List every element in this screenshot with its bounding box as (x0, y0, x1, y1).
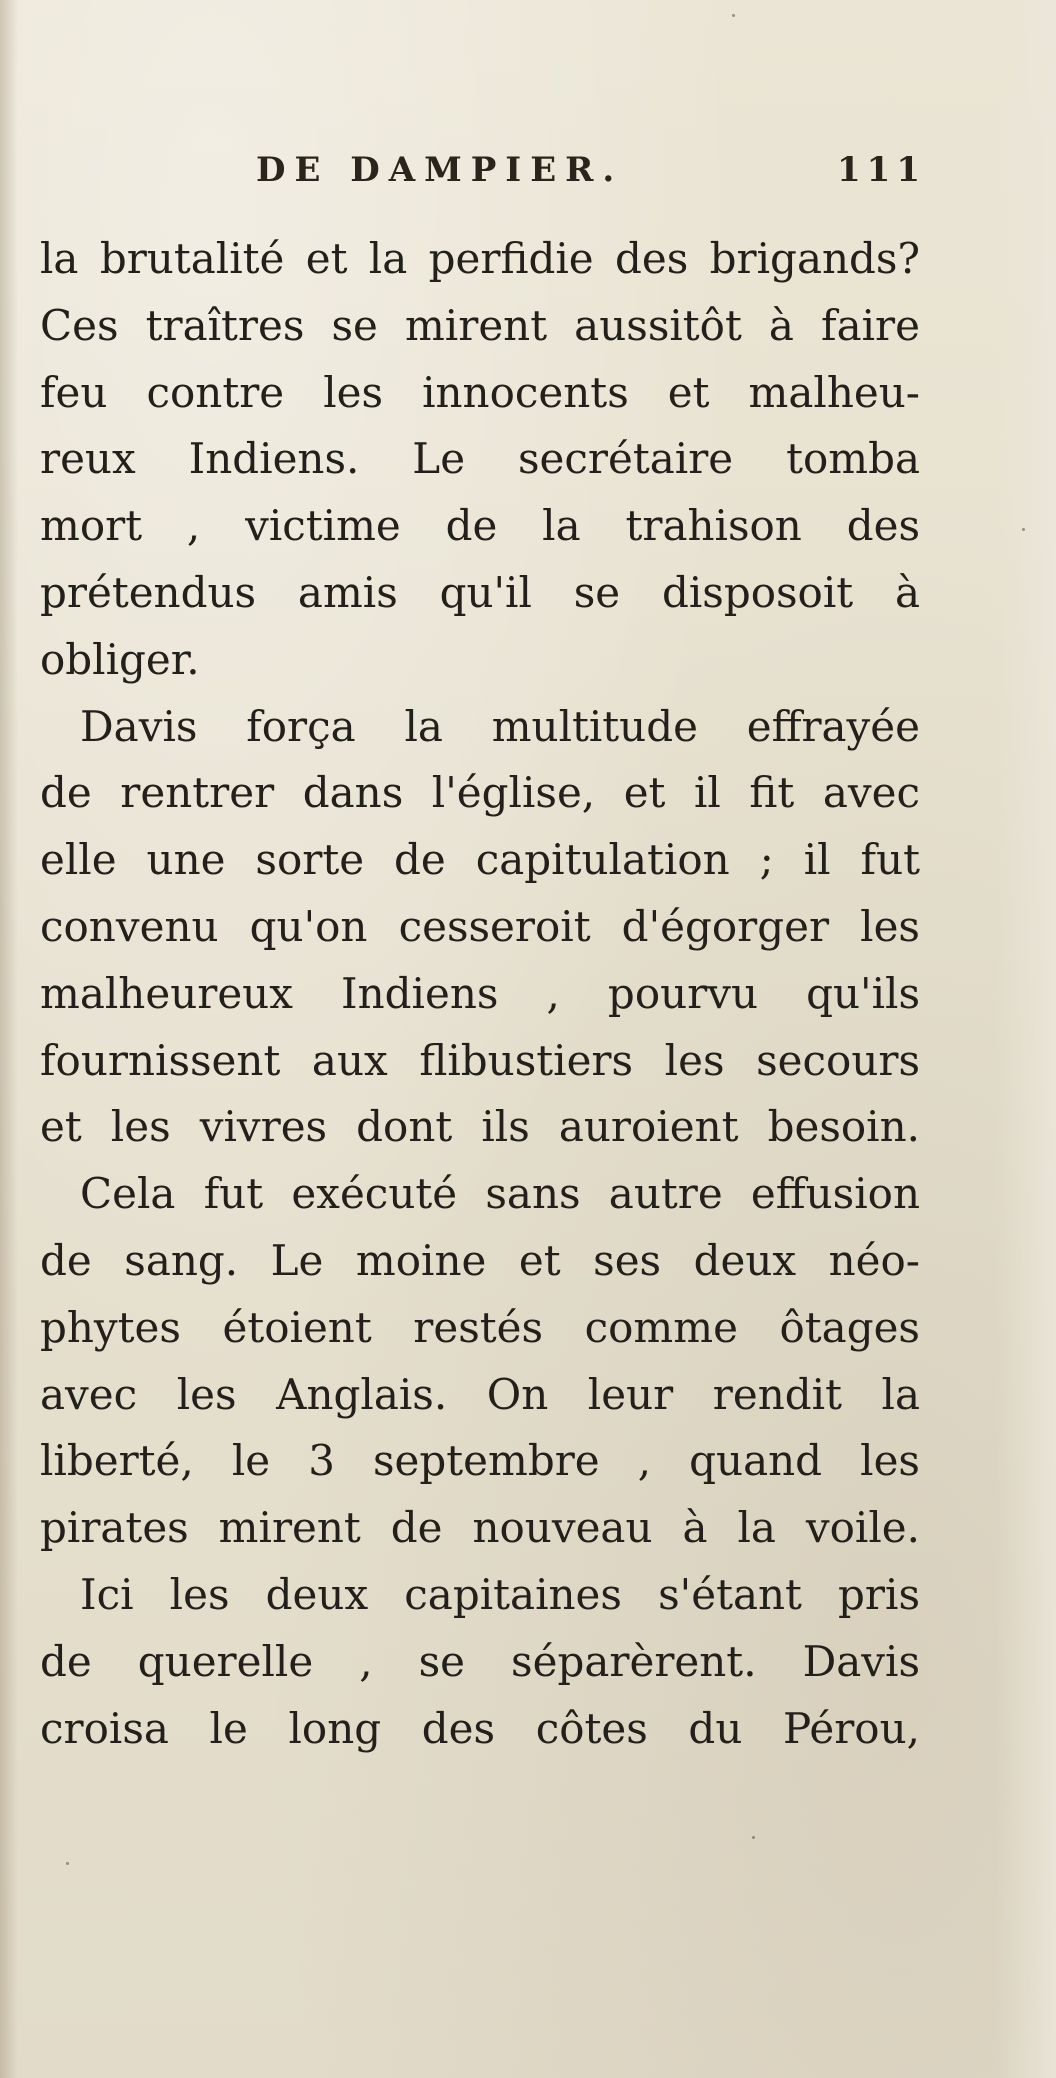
page-number: 111 (837, 150, 926, 190)
paper-speck (66, 1862, 69, 1865)
text-line: obliger. (40, 634, 200, 684)
text-line: Ces traîtres se mirent aussitôt à faire (40, 300, 920, 350)
text-line: Ici les deux capitaines s'étant pris (80, 1569, 920, 1619)
text-line: liberté, le 3 septembre , quand les (40, 1436, 920, 1486)
paper-speck (732, 14, 735, 17)
text-line: convenu qu'on cesseroit d'égorger les (40, 901, 920, 951)
paper-speck (1022, 528, 1025, 531)
text-line: feu contre les innocents et malheu- (40, 367, 920, 417)
text-line: de sang. Le moine et ses deux néo- (40, 1235, 920, 1285)
text-line: avec les Anglais. On leur rendit la (40, 1369, 920, 1419)
text-line: de rentrer dans l'église, et il fit avec (40, 768, 920, 818)
text-line: reux Indiens. Le secrétaire tomba (40, 434, 920, 484)
text-line: phytes étoient restés comme ôtages (40, 1302, 920, 1352)
text-line: la brutalité et la perfidie des brigands? (40, 234, 920, 283)
page-gutter-shadow (0, 0, 18, 2078)
text-line: prétendus amis qu'il se disposoit à (40, 567, 920, 617)
text-line: fournissent aux flibustiers les secours (40, 1035, 920, 1085)
paper-speck (752, 1836, 755, 1839)
text-line: de querelle , se séparèrent. Davis (40, 1636, 920, 1686)
text-line: elle une sorte de capitulation ; il fut (40, 835, 920, 885)
text-line: pirates mirent de nouveau à la voile. (40, 1503, 920, 1553)
text-line: croisa le long des côtes du Pérou, (40, 1703, 920, 1753)
text-line: malheureux Indiens , pourvu qu'ils (40, 968, 920, 1018)
text-line: mort , victime de la trahison des (40, 501, 920, 551)
running-title: DE DAMPIER. (256, 150, 624, 190)
text-line: Davis força la multitude effrayée (80, 701, 920, 751)
page-header (256, 150, 926, 200)
page-edge-light (996, 0, 1056, 2078)
text-line: Cela fut exécuté sans autre effusion (80, 1169, 920, 1219)
body-text (40, 226, 920, 1762)
text-line: et les vivres dont ils auroient besoin. (40, 1102, 920, 1152)
